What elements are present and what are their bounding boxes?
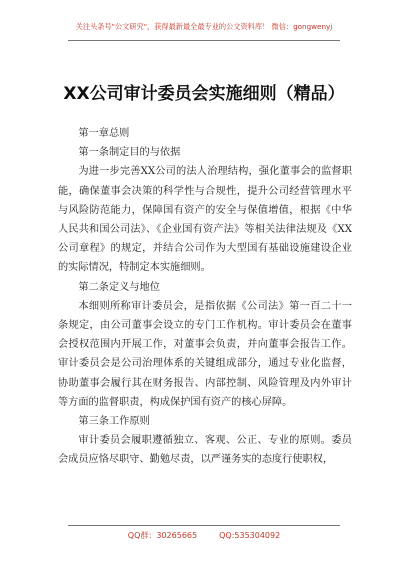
footer-qq-contact: QQ:535304092 (219, 531, 281, 540)
footer (0, 530, 408, 542)
article-heading: 第一条制定目的与依据 (78, 147, 181, 159)
article-heading: 第三条工作原则 (78, 416, 150, 428)
body-paragraph: 本细则所称审计委员会，是指依据《公司法》第一百二十一条规定，由公司董事会设立的专门工作机构。审计委员会在董事会授权范围内开展工作，对董事会负责，并向董事会报告工作。审计委员会是公司治理体系的关键组成部分，通过专业化监督，协助董事会履行其在财务报告、内部控制、风险管理及内外审计等方面的监督职责，构成保护国有资产的核心屏障。 (58, 300, 352, 408)
document-body (58, 124, 352, 470)
footer-divider (68, 525, 340, 526)
footer-qq-group: QQ群：30265665 (127, 531, 198, 540)
chapter-heading: 第一章总则 (78, 128, 130, 139)
body-paragraph: 审计委员会履职遵循独立、客观、公正、专业的原则。委员会成员应恪尽职守、勤勉尽责，以严谨务实的态度行使职权， (58, 435, 352, 466)
document-title: XX公司审计委员会实施细则（精品） (63, 84, 345, 104)
body-paragraph: 为进一步完善XX公司的法人治理结构，强化董事会的监督职能，确保董事会决策的科学性与合规性，提升公司经营管理水平与风险防范能力，保障国有资产的安全与保值增值，根据《中华人民共和国公司法》、《企业国有资产法》等相关法律法规及《XX公司章程》的规定，并结合公司作为大型国有基础设施建设企业的实际情况，特制定本实施细则。 (58, 166, 352, 274)
article-heading: 第二条定义与地位 (78, 281, 160, 293)
header-divider (68, 40, 340, 41)
header-banner: 关注头条号"公文研究"，获得最新最全最专业的公文资料库！ 微信：gongwenyj (75, 22, 333, 31)
